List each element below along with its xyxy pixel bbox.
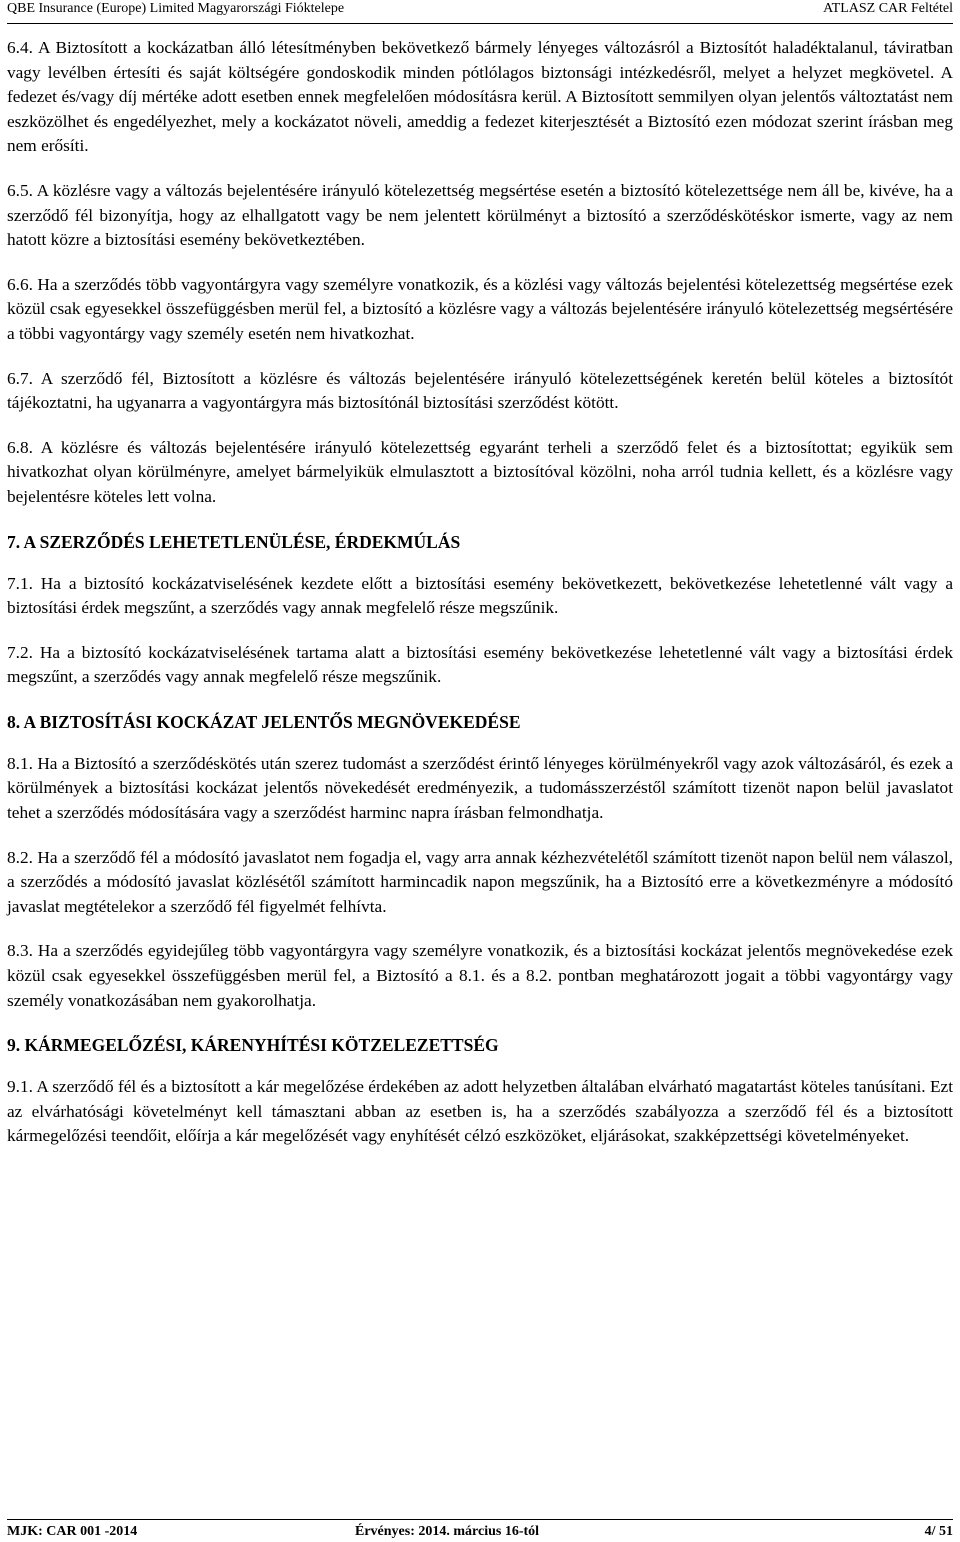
paragraph-8-3: 8.3. Ha a szerződés egyidejűleg több vagyontárgyra vagy személyre vonatkozik, és a biztosítási kockázat jelentős megnövekedése ezek közül csak egyesekkel összefüggésben merül fel, a Biztosító a 8.1. és a 8.2. pontban meghatározott jogait a többi vagyontárgy vagy személy vonatkozásában nem gyakorolhatja. — [7, 941, 953, 1010]
section-heading-9: 9. KÁRMEGELŐZÉSI, KÁRENYHÍTÉSI KÖTZELEZETTSÉG — [7, 1035, 499, 1056]
page-header — [7, 0, 953, 24]
paragraph-6-8: 6.8. A közlésre és változás bejelentésére irányuló kötelezettség egyaránt terheli a szerződő felet és a biztosítottat; egyikük sem hivatkozhat olyan körülményre, amelyet bármelyikük elmulasztott a biztosítóval közölni, noha arról tudnia kellett, és a közlésre vagy bejelentésre köteles lett volna. — [7, 437, 953, 506]
paragraph-6-7: 6.7. A szerződő fél, Biztosított a közlésre és változás bejelentésére irányuló kötelezettségének keretén belül köteles a biztosítót tájékoztatni, ha ugyanarra a vagyontárgyra más biztosítónál biztosítási szerződést kötött. — [7, 368, 953, 413]
section-heading-7: 7. A SZERZŐDÉS LEHETETLENÜLÉSE, ÉRDEKMÚLÁS — [7, 531, 461, 552]
section-heading-8: 8. A BIZTOSÍTÁSI KOCKÁZAT JELENTŐS MEGNÖVEKEDÉSE — [7, 711, 521, 732]
footer-document-code: MJK: CAR 001 -2014 — [7, 1524, 138, 1539]
paragraph-6-5: 6.5. A közlésre vagy a változás bejelentésére irányuló kötelezettség megsértése esetén a biztosító kötelezettsége nem áll be, kivéve, ha a szerződő fél bizonyítja, hogy az elhallgatott vagy be nem jelentett körülményt a biztosító a szerződéskötéskor ismerte, vagy az nem hatott közre a biztosítási esemény bekövetkeztében. — [7, 180, 953, 250]
paragraph-8-2: 8.2. Ha a szerződő fél a módosító javaslatot nem fogadja el, vagy arra annak kézhezvételétől számított tizenöt napon belül nem válaszol, a szerződés a módosító javaslat közlésétől számított harmincadik napon megszűnik, ha a Biztosító erre a következményre a módosító javaslat megtételekor a szerződő fél figyelmét felhívta. — [7, 847, 953, 916]
header-document-title: ATLASZ CAR Feltétel — [823, 1, 953, 16]
paragraph-6-6: 6.6. Ha a szerződés több vagyontárgyra vagy személyre vonatkozik, és a közlési vagy változás bejelentési kötelezettség megsértése ezek közül csak egyesekkel összefüggésben merül fel, a biztosító a közlésre vagy a változás bejelentésére irányuló kötelezettség megsértésére a többi vagyontárgy vagy személy esetén nem hivatkozhat. — [7, 274, 953, 343]
paragraph-9-1: 9.1. A szerződő fél és a biztosított a kár megelőzése érdekében az adott helyzetben általában elvárható magatartást köteles tanúsítani. Ezt az elvárhatósági követelményt kell támasztani abban az esetben is, ha a szerződés szabályozza a szerződő fél és a biztosított kármegelőzési teendőit, előírja a kár megelőzését vagy enyhítését célzó eszközöket, eljárásokat, szakképzettségi követelményeket. — [7, 1077, 953, 1146]
document-body — [7, 36, 953, 1169]
page-footer — [7, 1519, 953, 1540]
paragraph-8-1: 8.1. Ha a Biztosító a szerződéskötés után szerez tudomást a szerződést érintő lényeges körülményekről vagy azok változásáról, és ezek a körülmények a biztosítási kockázat jelentős növekedését eredményezik, a tudomásszerzéstől számított tizenöt napon belül javaslatot tehet a szerződés módosítására vagy a szerződést harminc napra írásban felmondhatja. — [7, 753, 953, 823]
header-company: QBE Insurance (Europe) Limited Magyarországi Fióktelepe — [7, 1, 345, 16]
paragraph-6-4: 6.4. A Biztosított a kockázatban álló létesítményben bekövetkező bármely lényeges változásról a Biztosítót haladéktalanul, táviratban vagy levélben értesíti és saját költségére gondoskodik minden pótlólagos biztonsági intézkedésről, melyet a helyzet megkövetel. A fedezet és/vagy díj mértéke adott esetben ennek megfelelően módosításra kerül. A Biztosított semmilyen olyan jelentős változtatást nem eszközölhet és engedélyezhet, mely a kockázatot növeli, ameddig a fedezet kiterjesztését a Biztosító ezen módozat szerint írásban meg nem erősíti. — [7, 38, 953, 156]
footer-page-number: 4/ 51 — [924, 1524, 953, 1539]
paragraph-7-2: 7.2. Ha a biztosító kockázatviselésének tartama alatt a biztosítási esemény bekövetkezése lehetetlenné vált vagy a biztosítási érdek megszűnt, a szerződés vagy annak megfelelő része megszűnik. — [7, 642, 953, 687]
paragraph-7-1: 7.1. Ha a biztosító kockázatviselésének kezdete előtt a biztosítási esemény bekövetkezett, bekövetkezése lehetetlenné vált vagy a biztosítási érdek megszűnt, a szerződés vagy annak megfelelő része megszűnik. — [7, 573, 953, 618]
footer-validity-date: Érvényes: 2014. március 16-tól — [355, 1524, 540, 1539]
